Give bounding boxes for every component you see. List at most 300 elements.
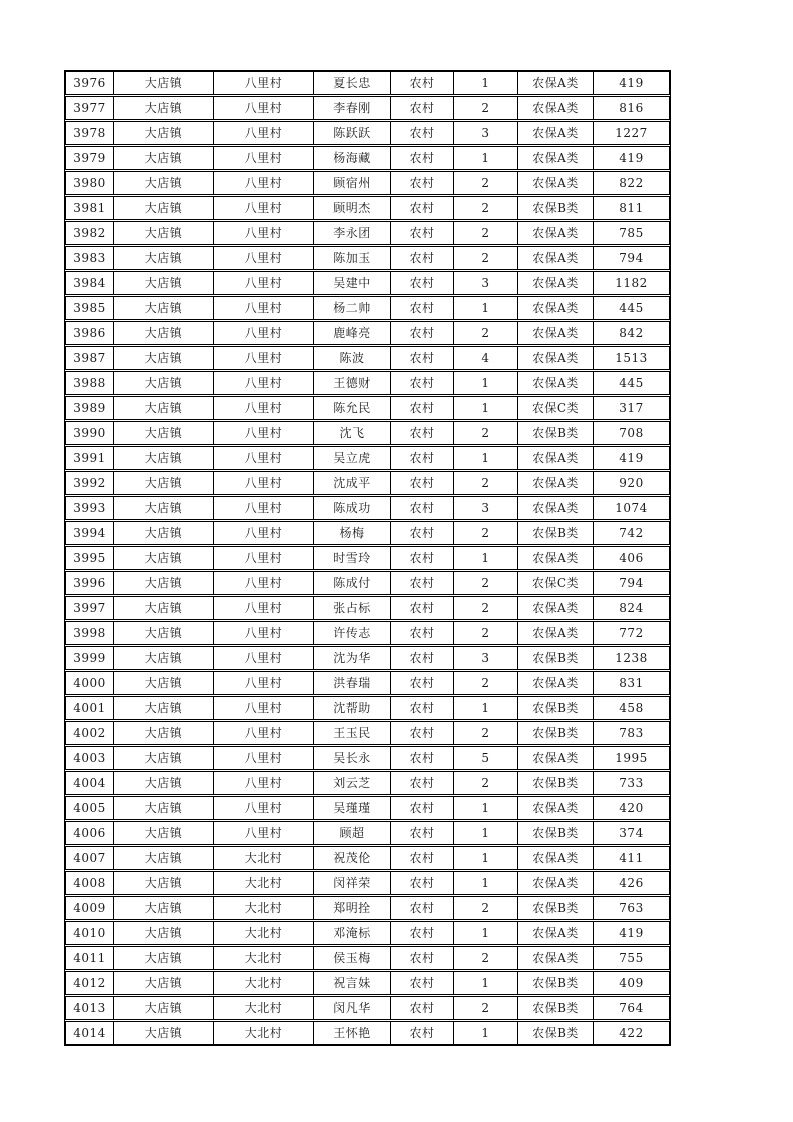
table-row	[65, 821, 670, 845]
amount-cell: 824	[619, 601, 644, 615]
table-row	[65, 71, 670, 95]
name-cell: 吴建中	[314, 272, 391, 294]
residence-cell: 农村	[391, 797, 454, 819]
count-cell: 2	[454, 97, 518, 119]
table-row	[65, 471, 670, 495]
table-row	[65, 521, 670, 545]
name-cell: 王玉民	[314, 722, 391, 744]
village-cell: 八里村	[214, 172, 314, 194]
town-cell: 大店镇	[114, 997, 214, 1019]
village-cell: 八里村	[214, 472, 314, 494]
count-cell: 2	[454, 947, 518, 969]
seq-cell: 3999	[66, 647, 114, 669]
name-cell: 王怀艳	[314, 1022, 391, 1044]
count-cell: 3	[454, 497, 518, 519]
count-cell: 1	[454, 72, 518, 94]
name-cell: 夏长忠	[314, 72, 391, 94]
town-cell: 大店镇	[114, 247, 214, 269]
table-row	[65, 721, 670, 745]
count-cell: 2	[454, 222, 518, 244]
village-cell: 八里村	[214, 622, 314, 644]
residence-cell: 农村	[391, 822, 454, 844]
town-cell: 大店镇	[114, 697, 214, 719]
count-cell: 1	[454, 972, 518, 994]
amount-cell: 458	[619, 701, 644, 715]
town-cell: 大店镇	[114, 147, 214, 169]
table-row	[65, 196, 670, 220]
seq-cell: 3981	[66, 197, 114, 219]
table-row	[65, 696, 670, 720]
village-cell: 八里村	[214, 72, 314, 94]
name-cell: 顾超	[314, 822, 391, 844]
seq-cell: 3976	[66, 72, 114, 94]
category-cell: 农保A类	[518, 672, 594, 694]
seq-cell: 4009	[66, 897, 114, 919]
seq-cell: 3994	[66, 522, 114, 544]
seq-cell: 3978	[66, 122, 114, 144]
amount-cell: 708	[619, 426, 644, 440]
category-cell: 农保B类	[518, 647, 594, 669]
village-cell: 大北村	[214, 847, 314, 869]
town-cell: 大店镇	[114, 947, 214, 969]
amount-cell: 742	[619, 526, 644, 540]
name-cell: 顾明杰	[314, 197, 391, 219]
name-cell: 陈成付	[314, 572, 391, 594]
residence-cell: 农村	[391, 997, 454, 1019]
table-row	[65, 396, 670, 420]
amount-cell: 763	[619, 901, 644, 915]
town-cell: 大店镇	[114, 122, 214, 144]
category-cell: 农保B类	[518, 897, 594, 919]
category-cell: 农保B类	[518, 1022, 594, 1044]
amount-cell: 811	[619, 201, 644, 215]
village-cell: 大北村	[214, 872, 314, 894]
town-cell: 大店镇	[114, 472, 214, 494]
count-cell: 5	[454, 747, 518, 769]
village-cell: 大北村	[214, 1022, 314, 1044]
residence-cell: 农村	[391, 1022, 454, 1044]
seq-cell: 4012	[66, 972, 114, 994]
count-cell: 1	[454, 697, 518, 719]
name-cell: 吴立虎	[314, 447, 391, 469]
town-cell: 大店镇	[114, 722, 214, 744]
village-cell: 八里村	[214, 397, 314, 419]
amount-cell: 419	[619, 76, 644, 90]
amount-cell: 822	[619, 176, 644, 190]
residence-cell: 农村	[391, 422, 454, 444]
town-cell: 大店镇	[114, 172, 214, 194]
table-row	[65, 221, 670, 245]
seq-cell: 3990	[66, 422, 114, 444]
category-cell: 农保B类	[518, 822, 594, 844]
village-cell: 八里村	[214, 647, 314, 669]
town-cell: 大店镇	[114, 847, 214, 869]
town-cell: 大店镇	[114, 597, 214, 619]
name-cell: 闵凡华	[314, 997, 391, 1019]
count-cell: 2	[454, 422, 518, 444]
residence-cell: 农村	[391, 147, 454, 169]
count-cell: 1	[454, 147, 518, 169]
village-cell: 八里村	[214, 372, 314, 394]
category-cell: 农保A类	[518, 322, 594, 344]
residence-cell: 农村	[391, 522, 454, 544]
town-cell: 大店镇	[114, 822, 214, 844]
count-cell: 3	[454, 647, 518, 669]
seq-cell: 3985	[66, 297, 114, 319]
name-cell: 沈成平	[314, 472, 391, 494]
town-cell: 大店镇	[114, 922, 214, 944]
seq-cell: 3992	[66, 472, 114, 494]
count-cell: 2	[454, 597, 518, 619]
amount-cell: 772	[619, 626, 644, 640]
name-cell: 李永团	[314, 222, 391, 244]
village-cell: 八里村	[214, 572, 314, 594]
amount-cell: 920	[619, 476, 644, 490]
town-cell: 大店镇	[114, 347, 214, 369]
count-cell: 1	[454, 372, 518, 394]
table-row	[65, 996, 670, 1020]
table-row	[65, 96, 670, 120]
village-cell: 八里村	[214, 597, 314, 619]
amount-cell: 842	[619, 326, 644, 340]
name-cell: 张占标	[314, 597, 391, 619]
name-cell: 陈波	[314, 347, 391, 369]
residence-cell: 农村	[391, 347, 454, 369]
count-cell: 1	[454, 297, 518, 319]
town-cell: 大店镇	[114, 322, 214, 344]
table-row	[65, 771, 670, 795]
category-cell: 农保A类	[518, 372, 594, 394]
amount-cell: 374	[619, 826, 644, 840]
name-cell: 祝茂伦	[314, 847, 391, 869]
seq-cell: 4010	[66, 922, 114, 944]
count-cell: 2	[454, 172, 518, 194]
seq-cell: 4013	[66, 997, 114, 1019]
residence-cell: 农村	[391, 322, 454, 344]
category-cell: 农保A类	[518, 347, 594, 369]
count-cell: 2	[454, 322, 518, 344]
category-cell: 农保A类	[518, 172, 594, 194]
residence-cell: 农村	[391, 772, 454, 794]
category-cell: 农保A类	[518, 247, 594, 269]
seq-cell: 3991	[66, 447, 114, 469]
count-cell: 2	[454, 997, 518, 1019]
data-table	[64, 70, 671, 1046]
table-row	[65, 546, 670, 570]
count-cell: 1	[454, 447, 518, 469]
table-row	[65, 296, 670, 320]
name-cell: 杨梅	[314, 522, 391, 544]
category-cell: 农保A类	[518, 497, 594, 519]
seq-cell: 3987	[66, 347, 114, 369]
category-cell: 农保B类	[518, 697, 594, 719]
town-cell: 大店镇	[114, 297, 214, 319]
residence-cell: 农村	[391, 847, 454, 869]
amount-cell: 794	[619, 576, 644, 590]
amount-cell: 794	[619, 251, 644, 265]
town-cell: 大店镇	[114, 897, 214, 919]
name-cell: 吴瑾瑾	[314, 797, 391, 819]
seq-cell: 3986	[66, 322, 114, 344]
seq-cell: 4014	[66, 1022, 114, 1044]
name-cell: 刘云芝	[314, 772, 391, 794]
amount-cell: 445	[619, 301, 644, 315]
town-cell: 大店镇	[114, 497, 214, 519]
residence-cell: 农村	[391, 397, 454, 419]
count-cell: 2	[454, 572, 518, 594]
residence-cell: 农村	[391, 697, 454, 719]
table-row	[65, 496, 670, 520]
seq-cell: 3996	[66, 572, 114, 594]
village-cell: 八里村	[214, 347, 314, 369]
residence-cell: 农村	[391, 547, 454, 569]
count-cell: 2	[454, 522, 518, 544]
village-cell: 八里村	[214, 497, 314, 519]
count-cell: 2	[454, 197, 518, 219]
count-cell: 3	[454, 122, 518, 144]
count-cell: 2	[454, 772, 518, 794]
town-cell: 大店镇	[114, 622, 214, 644]
count-cell: 2	[454, 672, 518, 694]
category-cell: 农保A类	[518, 297, 594, 319]
category-cell: 农保B类	[518, 422, 594, 444]
residence-cell: 农村	[391, 272, 454, 294]
town-cell: 大店镇	[114, 397, 214, 419]
village-cell: 八里村	[214, 222, 314, 244]
town-cell: 大店镇	[114, 547, 214, 569]
seq-cell: 4000	[66, 672, 114, 694]
name-cell: 李春刚	[314, 97, 391, 119]
table-row	[65, 871, 670, 895]
table-row	[65, 446, 670, 470]
village-cell: 八里村	[214, 197, 314, 219]
seq-cell: 3982	[66, 222, 114, 244]
category-cell: 农保B类	[518, 772, 594, 794]
category-cell: 农保A类	[518, 622, 594, 644]
amount-cell: 1995	[615, 751, 648, 765]
residence-cell: 农村	[391, 897, 454, 919]
table-row	[65, 246, 670, 270]
village-cell: 大北村	[214, 972, 314, 994]
amount-cell: 1074	[615, 501, 648, 515]
name-cell: 顾宿州	[314, 172, 391, 194]
count-cell: 1	[454, 397, 518, 419]
seq-cell: 3980	[66, 172, 114, 194]
town-cell: 大店镇	[114, 647, 214, 669]
seq-cell: 3998	[66, 622, 114, 644]
table-row	[65, 1021, 670, 1045]
category-cell: 农保A类	[518, 72, 594, 94]
village-cell: 大北村	[214, 897, 314, 919]
town-cell: 大店镇	[114, 797, 214, 819]
table-row	[65, 971, 670, 995]
table-row	[65, 146, 670, 170]
category-cell: 农保B类	[518, 722, 594, 744]
table-row	[65, 346, 670, 370]
town-cell: 大店镇	[114, 672, 214, 694]
seq-cell: 4001	[66, 697, 114, 719]
residence-cell: 农村	[391, 297, 454, 319]
seq-cell: 4011	[66, 947, 114, 969]
residence-cell: 农村	[391, 172, 454, 194]
name-cell: 沈为华	[314, 647, 391, 669]
name-cell: 洪春瑞	[314, 672, 391, 694]
village-cell: 八里村	[214, 822, 314, 844]
amount-cell: 733	[619, 776, 644, 790]
residence-cell: 农村	[391, 672, 454, 694]
count-cell: 2	[454, 897, 518, 919]
amount-cell: 411	[619, 851, 644, 865]
seq-cell: 3977	[66, 97, 114, 119]
table-row	[65, 371, 670, 395]
village-cell: 八里村	[214, 547, 314, 569]
count-cell: 1	[454, 822, 518, 844]
amount-cell: 406	[619, 551, 644, 565]
table-row	[65, 746, 670, 770]
seq-cell: 3993	[66, 497, 114, 519]
seq-cell: 3997	[66, 597, 114, 619]
category-cell: 农保A类	[518, 947, 594, 969]
count-cell: 1	[454, 872, 518, 894]
village-cell: 八里村	[214, 772, 314, 794]
town-cell: 大店镇	[114, 447, 214, 469]
category-cell: 农保A类	[518, 847, 594, 869]
name-cell: 沈帮助	[314, 697, 391, 719]
town-cell: 大店镇	[114, 197, 214, 219]
category-cell: 农保A类	[518, 547, 594, 569]
town-cell: 大店镇	[114, 422, 214, 444]
category-cell: 农保A类	[518, 472, 594, 494]
residence-cell: 农村	[391, 597, 454, 619]
category-cell: 农保B类	[518, 197, 594, 219]
category-cell: 农保B类	[518, 997, 594, 1019]
village-cell: 八里村	[214, 422, 314, 444]
town-cell: 大店镇	[114, 572, 214, 594]
village-cell: 八里村	[214, 272, 314, 294]
amount-cell: 409	[619, 976, 644, 990]
residence-cell: 农村	[391, 497, 454, 519]
town-cell: 大店镇	[114, 747, 214, 769]
count-cell: 1	[454, 847, 518, 869]
count-cell: 2	[454, 472, 518, 494]
residence-cell: 农村	[391, 922, 454, 944]
village-cell: 大北村	[214, 922, 314, 944]
amount-cell: 1238	[615, 651, 648, 665]
village-cell: 八里村	[214, 97, 314, 119]
table-row	[65, 271, 670, 295]
amount-cell: 1513	[615, 351, 648, 365]
town-cell: 大店镇	[114, 772, 214, 794]
seq-cell: 4006	[66, 822, 114, 844]
table-row	[65, 171, 670, 195]
amount-cell: 422	[619, 1026, 644, 1040]
amount-cell: 1227	[615, 126, 648, 140]
count-cell: 1	[454, 547, 518, 569]
village-cell: 八里村	[214, 447, 314, 469]
count-cell: 2	[454, 722, 518, 744]
seq-cell: 4003	[66, 747, 114, 769]
town-cell: 大店镇	[114, 272, 214, 294]
town-cell: 大店镇	[114, 872, 214, 894]
category-cell: 农保A类	[518, 922, 594, 944]
name-cell: 许传志	[314, 622, 391, 644]
table-row	[65, 671, 670, 695]
village-cell: 八里村	[214, 247, 314, 269]
seq-cell: 3995	[66, 547, 114, 569]
name-cell: 祝言妹	[314, 972, 391, 994]
count-cell: 2	[454, 247, 518, 269]
village-cell: 八里村	[214, 122, 314, 144]
residence-cell: 农村	[391, 972, 454, 994]
town-cell: 大店镇	[114, 222, 214, 244]
table-row	[65, 846, 670, 870]
category-cell: 农保A类	[518, 147, 594, 169]
residence-cell: 农村	[391, 747, 454, 769]
residence-cell: 农村	[391, 622, 454, 644]
category-cell: 农保C类	[518, 572, 594, 594]
village-cell: 八里村	[214, 797, 314, 819]
category-cell: 农保B类	[518, 972, 594, 994]
seq-cell: 4007	[66, 847, 114, 869]
table-row	[65, 921, 670, 945]
category-cell: 农保A类	[518, 97, 594, 119]
category-cell: 农保A类	[518, 272, 594, 294]
seq-cell: 3979	[66, 147, 114, 169]
seq-cell: 3989	[66, 397, 114, 419]
amount-cell: 764	[619, 1001, 644, 1015]
village-cell: 八里村	[214, 522, 314, 544]
table-row	[65, 621, 670, 645]
residence-cell: 农村	[391, 647, 454, 669]
amount-cell: 426	[619, 876, 644, 890]
category-cell: 农保A类	[518, 797, 594, 819]
count-cell: 4	[454, 347, 518, 369]
name-cell: 陈允民	[314, 397, 391, 419]
count-cell: 2	[454, 622, 518, 644]
seq-cell: 4008	[66, 872, 114, 894]
amount-cell: 1182	[615, 276, 648, 290]
amount-cell: 419	[619, 451, 644, 465]
category-cell: 农保A类	[518, 747, 594, 769]
name-cell: 吴长永	[314, 747, 391, 769]
village-cell: 八里村	[214, 322, 314, 344]
village-cell: 八里村	[214, 672, 314, 694]
category-cell: 农保A类	[518, 222, 594, 244]
category-cell: 农保A类	[518, 122, 594, 144]
name-cell: 杨二帅	[314, 297, 391, 319]
amount-cell: 420	[619, 801, 644, 815]
name-cell: 侯玉梅	[314, 947, 391, 969]
name-cell: 沈飞	[314, 422, 391, 444]
seq-cell: 4004	[66, 772, 114, 794]
amount-cell: 419	[619, 151, 644, 165]
residence-cell: 农村	[391, 97, 454, 119]
residence-cell: 农村	[391, 572, 454, 594]
amount-cell: 419	[619, 926, 644, 940]
residence-cell: 农村	[391, 872, 454, 894]
category-cell: 农保A类	[518, 597, 594, 619]
village-cell: 八里村	[214, 697, 314, 719]
town-cell: 大店镇	[114, 372, 214, 394]
village-cell: 八里村	[214, 297, 314, 319]
seq-cell: 3984	[66, 272, 114, 294]
seq-cell: 3988	[66, 372, 114, 394]
count-cell: 1	[454, 922, 518, 944]
residence-cell: 农村	[391, 222, 454, 244]
name-cell: 陈跃跃	[314, 122, 391, 144]
table-row	[65, 121, 670, 145]
table-row	[65, 896, 670, 920]
